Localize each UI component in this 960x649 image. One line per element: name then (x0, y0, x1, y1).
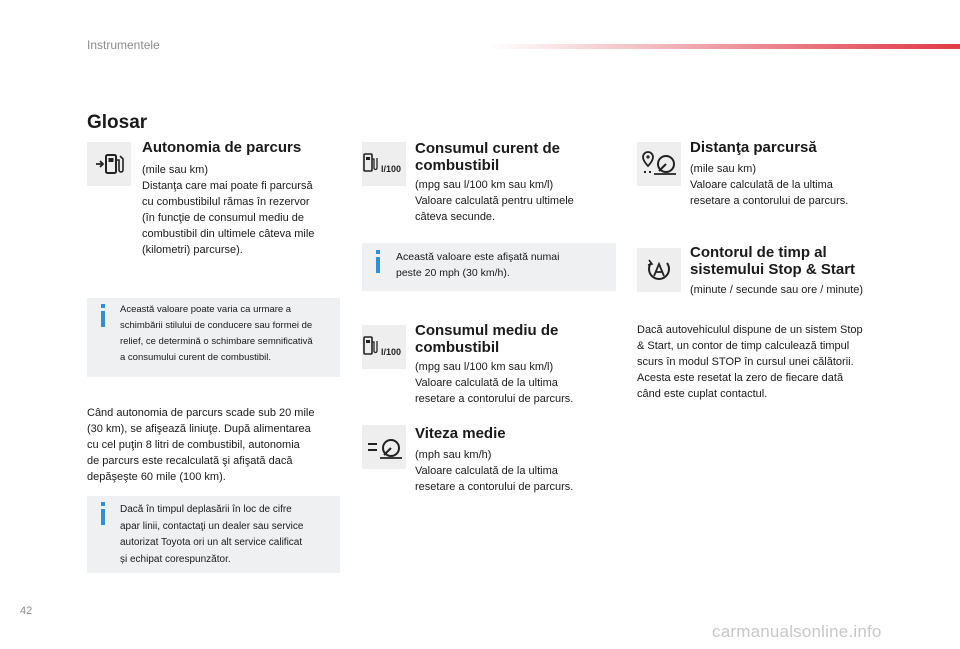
note-line: Această valoare poate varia ca urmare a (120, 304, 292, 315)
stop-start-description (690, 282, 863, 298)
note-line: autorizat Toyota ori un alt service calificat (120, 537, 303, 548)
average-speed-description (415, 447, 573, 495)
text-line: cu cel puţin 8 litri de combustibil, autonomia (87, 439, 300, 451)
note-line: a consumului curent de combustibil. (120, 352, 272, 363)
text-line: combustibil din ultimele câteva mile (142, 228, 315, 240)
section-label: Instrumentele (87, 38, 160, 52)
text-line: (mph sau km/h) (415, 449, 492, 461)
trip-distance-icon (637, 142, 681, 186)
text-line: (mile sau km) (142, 164, 209, 176)
current-consumption-title (415, 140, 560, 174)
text-line: (kilometri) parcurse). (142, 244, 243, 256)
text-line: cu combustibilul rămas în rezervor (142, 196, 310, 208)
title-line: combustibil (415, 157, 500, 174)
text-line: Când autonomia de parcurs scade sub 20 mile (87, 407, 315, 419)
note-line: relief, ce determină o schimbare semnificativă (120, 336, 313, 347)
range-info-note (87, 298, 340, 377)
distance-title: Distanţa parcursă (690, 139, 817, 156)
speed-info-note (362, 243, 616, 291)
text-line: când este cuplat contactul. (637, 388, 768, 400)
page-number: 42 (20, 605, 33, 617)
text-line: & Start, un contor de timp calculează timpul (637, 340, 850, 352)
text-line: Dacă autovehiculul dispune de un sistem Stop (637, 324, 863, 336)
icon-label: l/100 (381, 347, 402, 357)
range-description (142, 162, 314, 258)
average-speed-title: Viteza medie (415, 425, 506, 442)
fuel-consumption-icon (362, 142, 406, 186)
note-line: Dacă în timpul deplasării în loc de cifre (120, 504, 292, 515)
text-line: (minute / secunde sau ore / minute) (690, 284, 864, 296)
text-line: Valoare calculată de la ultima (415, 377, 558, 389)
title-line: Contorul de timp al (690, 244, 827, 261)
text-line: (mpg sau l/100 km sau km/l) (415, 179, 554, 191)
range-title: Autonomia de parcurs (142, 139, 302, 156)
note-line: schimbării stilului de conducere sau formei de (120, 320, 313, 331)
text-line: depăşeşte 60 mile (100 km). (87, 471, 226, 483)
note-line: Această valoare este afişată numai (396, 251, 560, 263)
fuel-range-icon (87, 142, 131, 186)
average-speed-icon (362, 425, 406, 469)
info-icon (101, 509, 105, 525)
text-line: (mile sau km) (690, 163, 757, 175)
icon-label: l/100 (381, 164, 402, 174)
note-line: și echipat corespunzător. (120, 553, 231, 565)
stop-start-title (690, 244, 855, 278)
note-line: peste 20 mph (30 km/h). (396, 267, 510, 279)
info-icon (376, 257, 380, 273)
title-line: Consumul mediu de (415, 322, 559, 339)
text-line: resetare a contorului de parcurs. (415, 393, 574, 405)
text-line: resetare a contorului de parcurs. (690, 195, 849, 207)
title-line: Consumul curent de (415, 140, 561, 157)
text-line: scurs în modul STOP în cursul unei călătorii. (637, 356, 854, 368)
note-line: apar linii, contactaţi un dealer sau service (120, 520, 304, 532)
average-consumption-description (415, 359, 573, 407)
text-line: câteva secunde. (415, 211, 496, 223)
title-line: combustibil (415, 339, 500, 356)
text-line: (30 km), se afişează liniuţe. După alimentarea (87, 423, 311, 435)
average-consumption-title (415, 322, 558, 356)
header-accent-bar (490, 44, 960, 49)
stop-start-icon (637, 248, 681, 292)
text-line: Valoare calculată de la ultima (690, 179, 833, 191)
text-line: Distanţa care mai poate fi parcursă (142, 180, 313, 192)
text-line: Acesta este resetat la zero de fiecare dată (637, 372, 844, 384)
average-consumption-icon (362, 325, 406, 369)
text-line: Valoare calculată pentru ultimele (415, 195, 574, 207)
stop-start-paragraph (637, 322, 863, 402)
info-icon (101, 311, 105, 327)
text-line: (mpg sau l/100 km sau km/l) (415, 361, 554, 373)
page-title: Glosar (87, 112, 148, 133)
dealer-info-note (87, 496, 340, 573)
watermark: carmanualsonline.info (712, 622, 882, 641)
text-line: de parcurs este recalculată şi afişată dacă (87, 455, 293, 467)
current-consumption-description (415, 177, 574, 225)
range-low-paragraph (87, 405, 314, 485)
distance-description (690, 161, 848, 209)
title-line: sistemului Stop & Start (690, 261, 856, 278)
text-line: resetare a contorului de parcurs. (415, 481, 574, 493)
text-line: Valoare calculată de la ultima (415, 465, 558, 477)
text-line: (în funcţie de consumul mediu de (142, 212, 305, 224)
